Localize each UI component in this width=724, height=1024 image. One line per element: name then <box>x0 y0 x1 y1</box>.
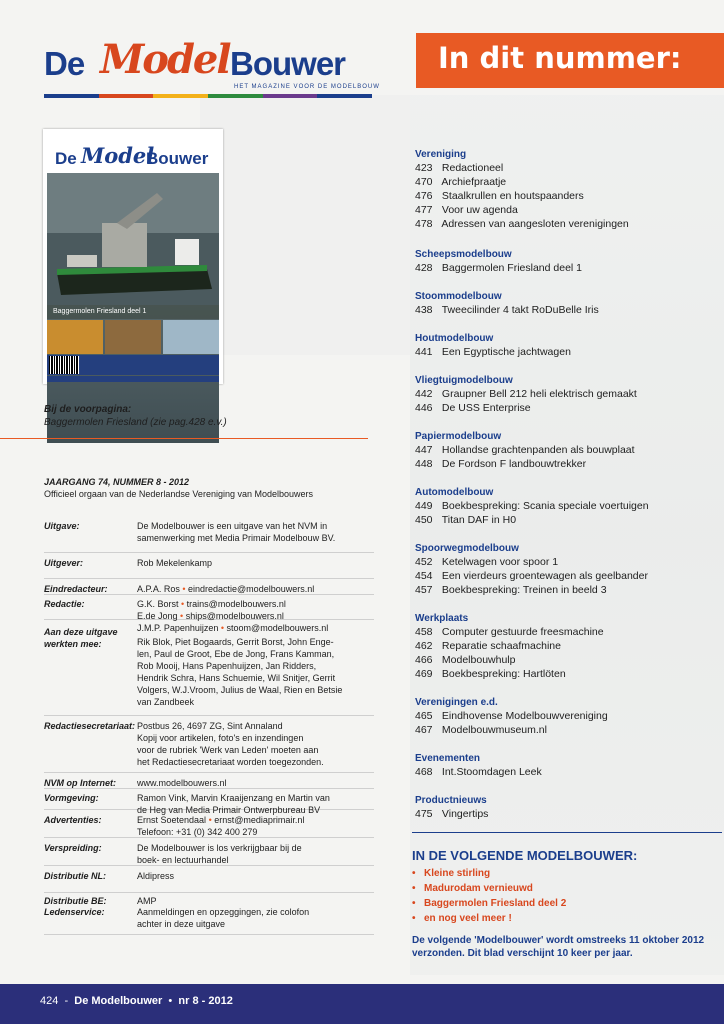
colophon-value <box>137 598 369 634</box>
cover-image <box>43 129 223 384</box>
colophon-line: Postbus 26, 4697 ZG, Sint Annaland <box>137 721 283 731</box>
footer-dot: • <box>168 995 173 1007</box>
toc-item-title: Een vierdeurs groentewagen als geelbander <box>439 570 648 582</box>
toc-item[interactable] <box>415 345 571 359</box>
cover-subtitle: Baggermolen Friesland deel 1 <box>47 305 219 319</box>
colophon-line: Telefoon: +31 (0) 342 400 279 <box>137 827 258 837</box>
colophon-rule <box>44 892 374 893</box>
colophon-value <box>137 870 369 882</box>
toc-page-number: 457 <box>415 584 433 596</box>
toc-section <box>415 612 604 681</box>
toc-page-number: 468 <box>415 766 433 778</box>
toc-section <box>415 248 582 275</box>
colophon-line: het Redactiesecretariaat worden toegezonden. <box>137 757 324 767</box>
toc-item-title: Staalkrullen en houtspaanders <box>439 190 584 202</box>
cover-logo-de: De <box>55 149 77 168</box>
toc-item[interactable] <box>415 807 488 821</box>
colophon-value <box>137 557 369 569</box>
dredger-illustration <box>47 173 219 305</box>
next-issue-item <box>412 866 722 881</box>
toc-item-title: Computer gestuurde freesmachine <box>439 626 604 638</box>
toc-item-title: Boekbespreking: Treinen in beeld 3 <box>439 584 607 596</box>
toc-item-title: Een Egyptische jachtwagen <box>439 346 571 358</box>
colophon-value <box>137 906 369 930</box>
colophon-key: Aan deze uitgave werkten mee: <box>44 627 118 649</box>
toc-item-title: Reparatie schaafmachine <box>439 640 561 652</box>
toc-item-title: Voor uw agenda <box>439 204 518 216</box>
background-bleed-left <box>200 95 410 355</box>
toc-item[interactable] <box>415 161 629 175</box>
toc-item-title: Baggermolen Friesland deel 1 <box>439 262 583 274</box>
toc-page-number: 452 <box>415 556 433 568</box>
toc-item-title: Redactioneel <box>439 162 504 174</box>
toc-item[interactable] <box>415 625 604 639</box>
toc-section <box>415 696 608 737</box>
colophon-line: Rik Blok, Piet Bogaards, Gerrit Borst, John Enge- <box>137 637 334 647</box>
colophon-line: A.P.A. Ros • eindredactie@modelbouwers.nl <box>137 584 315 594</box>
toc-item-title: Modelbouwmuseum.nl <box>439 724 547 736</box>
colophon-value <box>137 583 369 595</box>
colophon-key: Ledenservice: <box>44 907 105 917</box>
colophon-key: NVM op Internet: <box>44 778 116 788</box>
colophon-line: Rob Mooij, Hans Papenhuijzen, Jan Ridders, <box>137 661 317 671</box>
cover-logo-bouwer: Bouwer <box>146 149 209 168</box>
colophon-line: Aanmeldingen en opzeggingen, zie colofon <box>137 907 310 917</box>
colophon-line: Aldipress <box>137 871 175 881</box>
colophon-line: Kopij voor artikelen, foto's en inzendingen <box>137 733 304 743</box>
toc-item-title: Hollandse grachtenpanden als bouwplaat <box>439 444 635 456</box>
toc-page-number: 428 <box>415 262 433 274</box>
colophon-line: AMP <box>137 896 157 906</box>
colophon-key: Redactiesecretariaat: <box>44 721 136 731</box>
next-issue-divider <box>412 832 722 833</box>
toc-page-number: 466 <box>415 654 433 666</box>
toc-section-title: Scheepsmodelbouw <box>415 249 512 260</box>
toc-item[interactable] <box>415 709 608 723</box>
next-issue-list <box>412 866 722 926</box>
toc-item-title: Int.Stoomdagen Leek <box>439 766 542 778</box>
colophon-key: Redactie: <box>44 599 85 609</box>
toc-section-title: Productnieuws <box>415 795 487 806</box>
colophon-line: Hendrik Schra, Hans Schuemie, Wil Snitjer, Gerrit <box>137 673 336 683</box>
toc-page-number: 477 <box>415 204 433 216</box>
colophon-line: www.modelbouwers.nl <box>137 778 227 788</box>
footer-separator: - <box>64 995 69 1007</box>
bullet-icon: • <box>412 913 416 924</box>
next-issue-item <box>412 881 722 896</box>
next-issue-note: De volgende 'Modelbouwer' wordt omstreeks 11 oktober 2012 verzonden. Dit blad verschijnt 10 keer per jaar. <box>412 935 705 959</box>
toc-page-number: 465 <box>415 710 433 722</box>
toc-page-number: 447 <box>415 444 433 456</box>
toc-item[interactable] <box>415 555 648 569</box>
colophon-value <box>137 814 369 838</box>
toc-item-title: De Fordson F landbouwtrekker <box>439 458 587 470</box>
toc-item[interactable] <box>415 569 648 583</box>
toc-section-title: Houtmodelbouw <box>415 333 494 344</box>
colophon-line: E.de Jong • ships@modelbouwers.nl <box>137 611 284 621</box>
toc-item[interactable] <box>415 723 608 737</box>
cover-caption <box>44 403 227 429</box>
colophon-line: Volgers, W.J.Vroom, Julius de Waal, Rien en Betsie <box>137 685 343 695</box>
cover-caption-text: Baggermolen Friesland (zie pag.428 e.v.) <box>44 417 227 428</box>
volume-heading: JAARGANG 74, NUMMER 8 - 2012 <box>44 477 190 487</box>
colophon-rule <box>44 552 374 553</box>
colophon-rule <box>44 578 374 579</box>
toc-item[interactable] <box>415 217 629 231</box>
toc-section <box>415 374 637 415</box>
toc-section <box>415 332 571 359</box>
colophon-line: Ernst Soetendaal • ernst@mediaprimair.nl <box>137 815 305 825</box>
toc-page-number: 475 <box>415 808 433 820</box>
bullet-icon: • <box>412 883 416 894</box>
next-issue <box>412 848 722 960</box>
toc-page-number: 454 <box>415 570 433 582</box>
next-issue-item <box>412 896 722 911</box>
toc-page-number: 438 <box>415 304 433 316</box>
toc-section <box>415 794 488 821</box>
toc-page-number: 478 <box>415 218 433 230</box>
colophon-rule <box>44 772 374 773</box>
colophon-key: Uitgever: <box>44 558 84 568</box>
colophon-key: Distributie NL: <box>44 871 106 881</box>
logo-bouwer: Bouwer <box>230 45 346 82</box>
toc-page-number: 446 <box>415 402 433 414</box>
colophon-line: J.M.P. Papenhuijzen • stoom@modelbouwers.nl <box>137 623 329 633</box>
toc-section-title: Werkplaats <box>415 613 469 624</box>
toc-item-title: Graupner Bell 212 heli elektrisch gemaakt <box>439 388 637 400</box>
volume-info <box>44 476 313 500</box>
colophon-line: len, Paul de Groot, Ebe de Jong, Frans Kamman, <box>137 649 335 659</box>
toc-item[interactable] <box>415 765 542 779</box>
colophon-line: de Heg van Media Primair Ontwerpbureau BV <box>137 805 321 815</box>
toc-item-title: Vingertips <box>439 808 489 820</box>
toc-section-title: Papiermodelbouw <box>415 431 502 442</box>
cover-thumbnails <box>47 320 219 354</box>
colophon-line: Ramon Vink, Marvin Kraaijenzang en Martin van <box>137 793 330 803</box>
colophon-value <box>137 842 369 866</box>
toc-section-title: Verenigingen e.d. <box>415 697 498 708</box>
cover-footer-band <box>47 376 219 382</box>
magazine-logo <box>44 36 380 102</box>
toc-item[interactable] <box>415 401 637 415</box>
toc-page-number: 442 <box>415 388 433 400</box>
next-issue-item-text: Kleine stirling <box>424 868 491 879</box>
toc-item-title: Eindhovense Modelbouwvereniging <box>439 710 608 722</box>
page-number: 424 <box>40 995 59 1007</box>
toc-item[interactable] <box>415 175 629 189</box>
toc-page-number: 450 <box>415 514 433 526</box>
logo-tagline: HET MAGAZINE VOOR DE MODELBOUW <box>234 84 380 90</box>
toc-page-number: 458 <box>415 626 433 638</box>
toc-section-title: Automodelbouw <box>415 487 494 498</box>
colophon-line: achter in deze uitgave <box>137 919 226 929</box>
logo-color-stripe <box>44 94 372 98</box>
colophon-rule <box>44 934 374 935</box>
toc-section <box>415 148 629 231</box>
colophon-line: De Modelbouwer is een uitgave van het NVM in <box>137 521 328 531</box>
toc-page-number: 467 <box>415 724 433 736</box>
toc-item[interactable] <box>415 457 635 471</box>
toc-section-title: Vereniging <box>415 149 467 160</box>
toc-item[interactable] <box>415 387 637 401</box>
toc-item-title: Boekbespreking: Scania speciale voertuigen <box>439 500 649 512</box>
colophon-key: Vormgeving: <box>44 793 99 803</box>
toc-section <box>415 290 599 317</box>
toc-item[interactable] <box>415 189 629 203</box>
colophon-line: Rob Mekelenkamp <box>137 558 213 568</box>
colophon-line: van Zandbeek <box>137 697 195 707</box>
next-issue-item-text: Baggermolen Friesland deel 2 <box>424 898 567 909</box>
page-footer <box>0 984 724 1024</box>
divider <box>0 438 368 439</box>
cover-logo-model: Model <box>81 143 155 168</box>
colophon-line: De Modelbouwer is los verkrijgbaar bij de <box>137 843 302 853</box>
toc-item[interactable] <box>415 203 629 217</box>
colophon-value <box>137 636 369 708</box>
toc-item-title: Archiefpraatje <box>439 176 507 188</box>
toc-item[interactable] <box>415 261 582 275</box>
footer-text <box>40 995 233 1007</box>
volume-text: Officieel orgaan van de Nederlandse Vereniging van Modelbouwers <box>44 489 314 499</box>
bullet-icon: • <box>412 868 416 879</box>
footer-magazine: De Modelbouwer <box>74 995 163 1007</box>
cover-logo <box>49 143 219 169</box>
toc-page-number: 449 <box>415 500 433 512</box>
toc-section <box>415 430 635 471</box>
cover-caption-heading: Bij de voorpagina: <box>44 404 132 415</box>
toc-page-number: 469 <box>415 668 433 680</box>
contents-title: In dit nummer: <box>438 41 682 75</box>
toc-page-number: 441 <box>415 346 433 358</box>
toc-item-title: De USS Enterprise <box>439 402 531 414</box>
toc-item[interactable] <box>415 513 649 527</box>
colophon-line: boek- en lectuurhandel <box>137 855 229 865</box>
colophon-value <box>137 777 369 789</box>
toc-item[interactable] <box>415 667 604 681</box>
contents-header <box>416 33 724 88</box>
toc-item[interactable] <box>415 583 648 597</box>
bullet-icon: • <box>412 898 416 909</box>
toc-page-number: 470 <box>415 176 433 188</box>
colophon-line: voor de rubriek 'Werk van Leden' moeten aan <box>137 745 319 755</box>
next-issue-title: IN DE VOLGENDE MODELBOUWER: <box>412 848 638 863</box>
toc-item[interactable] <box>415 443 635 457</box>
colophon-key: Advertenties: <box>44 815 102 825</box>
colophon-key: Uitgave: <box>44 521 80 531</box>
toc-item[interactable] <box>415 653 604 667</box>
colophon-key: Verspreiding: <box>44 843 102 853</box>
toc-item-title: Boekbespreking: Hartlöten <box>439 668 566 680</box>
colophon-line: G.K. Borst • trains@modelbouwers.nl <box>137 599 286 609</box>
toc-section-title: Spoorwegmodelbouw <box>415 543 519 554</box>
colophon-line: samenwerking met Media Primair Modelbouw BV. <box>137 533 336 543</box>
logo-model: Model <box>100 36 230 83</box>
toc-item-title: Ketelwagen voor spoor 1 <box>439 556 559 568</box>
toc-item-title: Modelbouwhulp <box>439 654 516 666</box>
toc-section-title: Vliegtuigmodelbouw <box>415 375 513 386</box>
toc-page-number: 462 <box>415 640 433 652</box>
next-issue-item-text: en nog veel meer ! <box>424 913 512 924</box>
colophon-value <box>137 520 369 544</box>
toc-page-number: 423 <box>415 162 433 174</box>
toc-section <box>415 752 542 779</box>
colophon-value <box>137 792 369 816</box>
toc-item-title: Adressen van aangesloten verenigingen <box>439 218 629 230</box>
toc-item-title: Titan DAF in H0 <box>439 514 517 526</box>
logo-de: De <box>44 45 85 82</box>
toc-section <box>415 486 649 527</box>
footer-issue: nr 8 - 2012 <box>178 995 233 1007</box>
colophon-key: Distributie BE: <box>44 896 107 906</box>
next-issue-item-text: Madurodam vernieuwd <box>424 883 533 894</box>
toc-page-number: 448 <box>415 458 433 470</box>
toc-section <box>415 542 648 597</box>
toc-item-title: Tweecilinder 4 takt RoDuBelle Iris <box>439 304 599 316</box>
barcode <box>49 356 79 374</box>
toc-item[interactable] <box>415 303 599 317</box>
toc-section-title: Stoommodelbouw <box>415 291 502 302</box>
colophon-rule <box>44 715 374 716</box>
colophon-key: Eindredacteur: <box>44 584 108 594</box>
toc-item[interactable] <box>415 499 649 513</box>
toc-page-number: 476 <box>415 190 433 202</box>
colophon-value <box>137 720 369 768</box>
toc-section-title: Evenementen <box>415 753 481 764</box>
next-issue-item <box>412 911 722 926</box>
toc-item[interactable] <box>415 639 604 653</box>
